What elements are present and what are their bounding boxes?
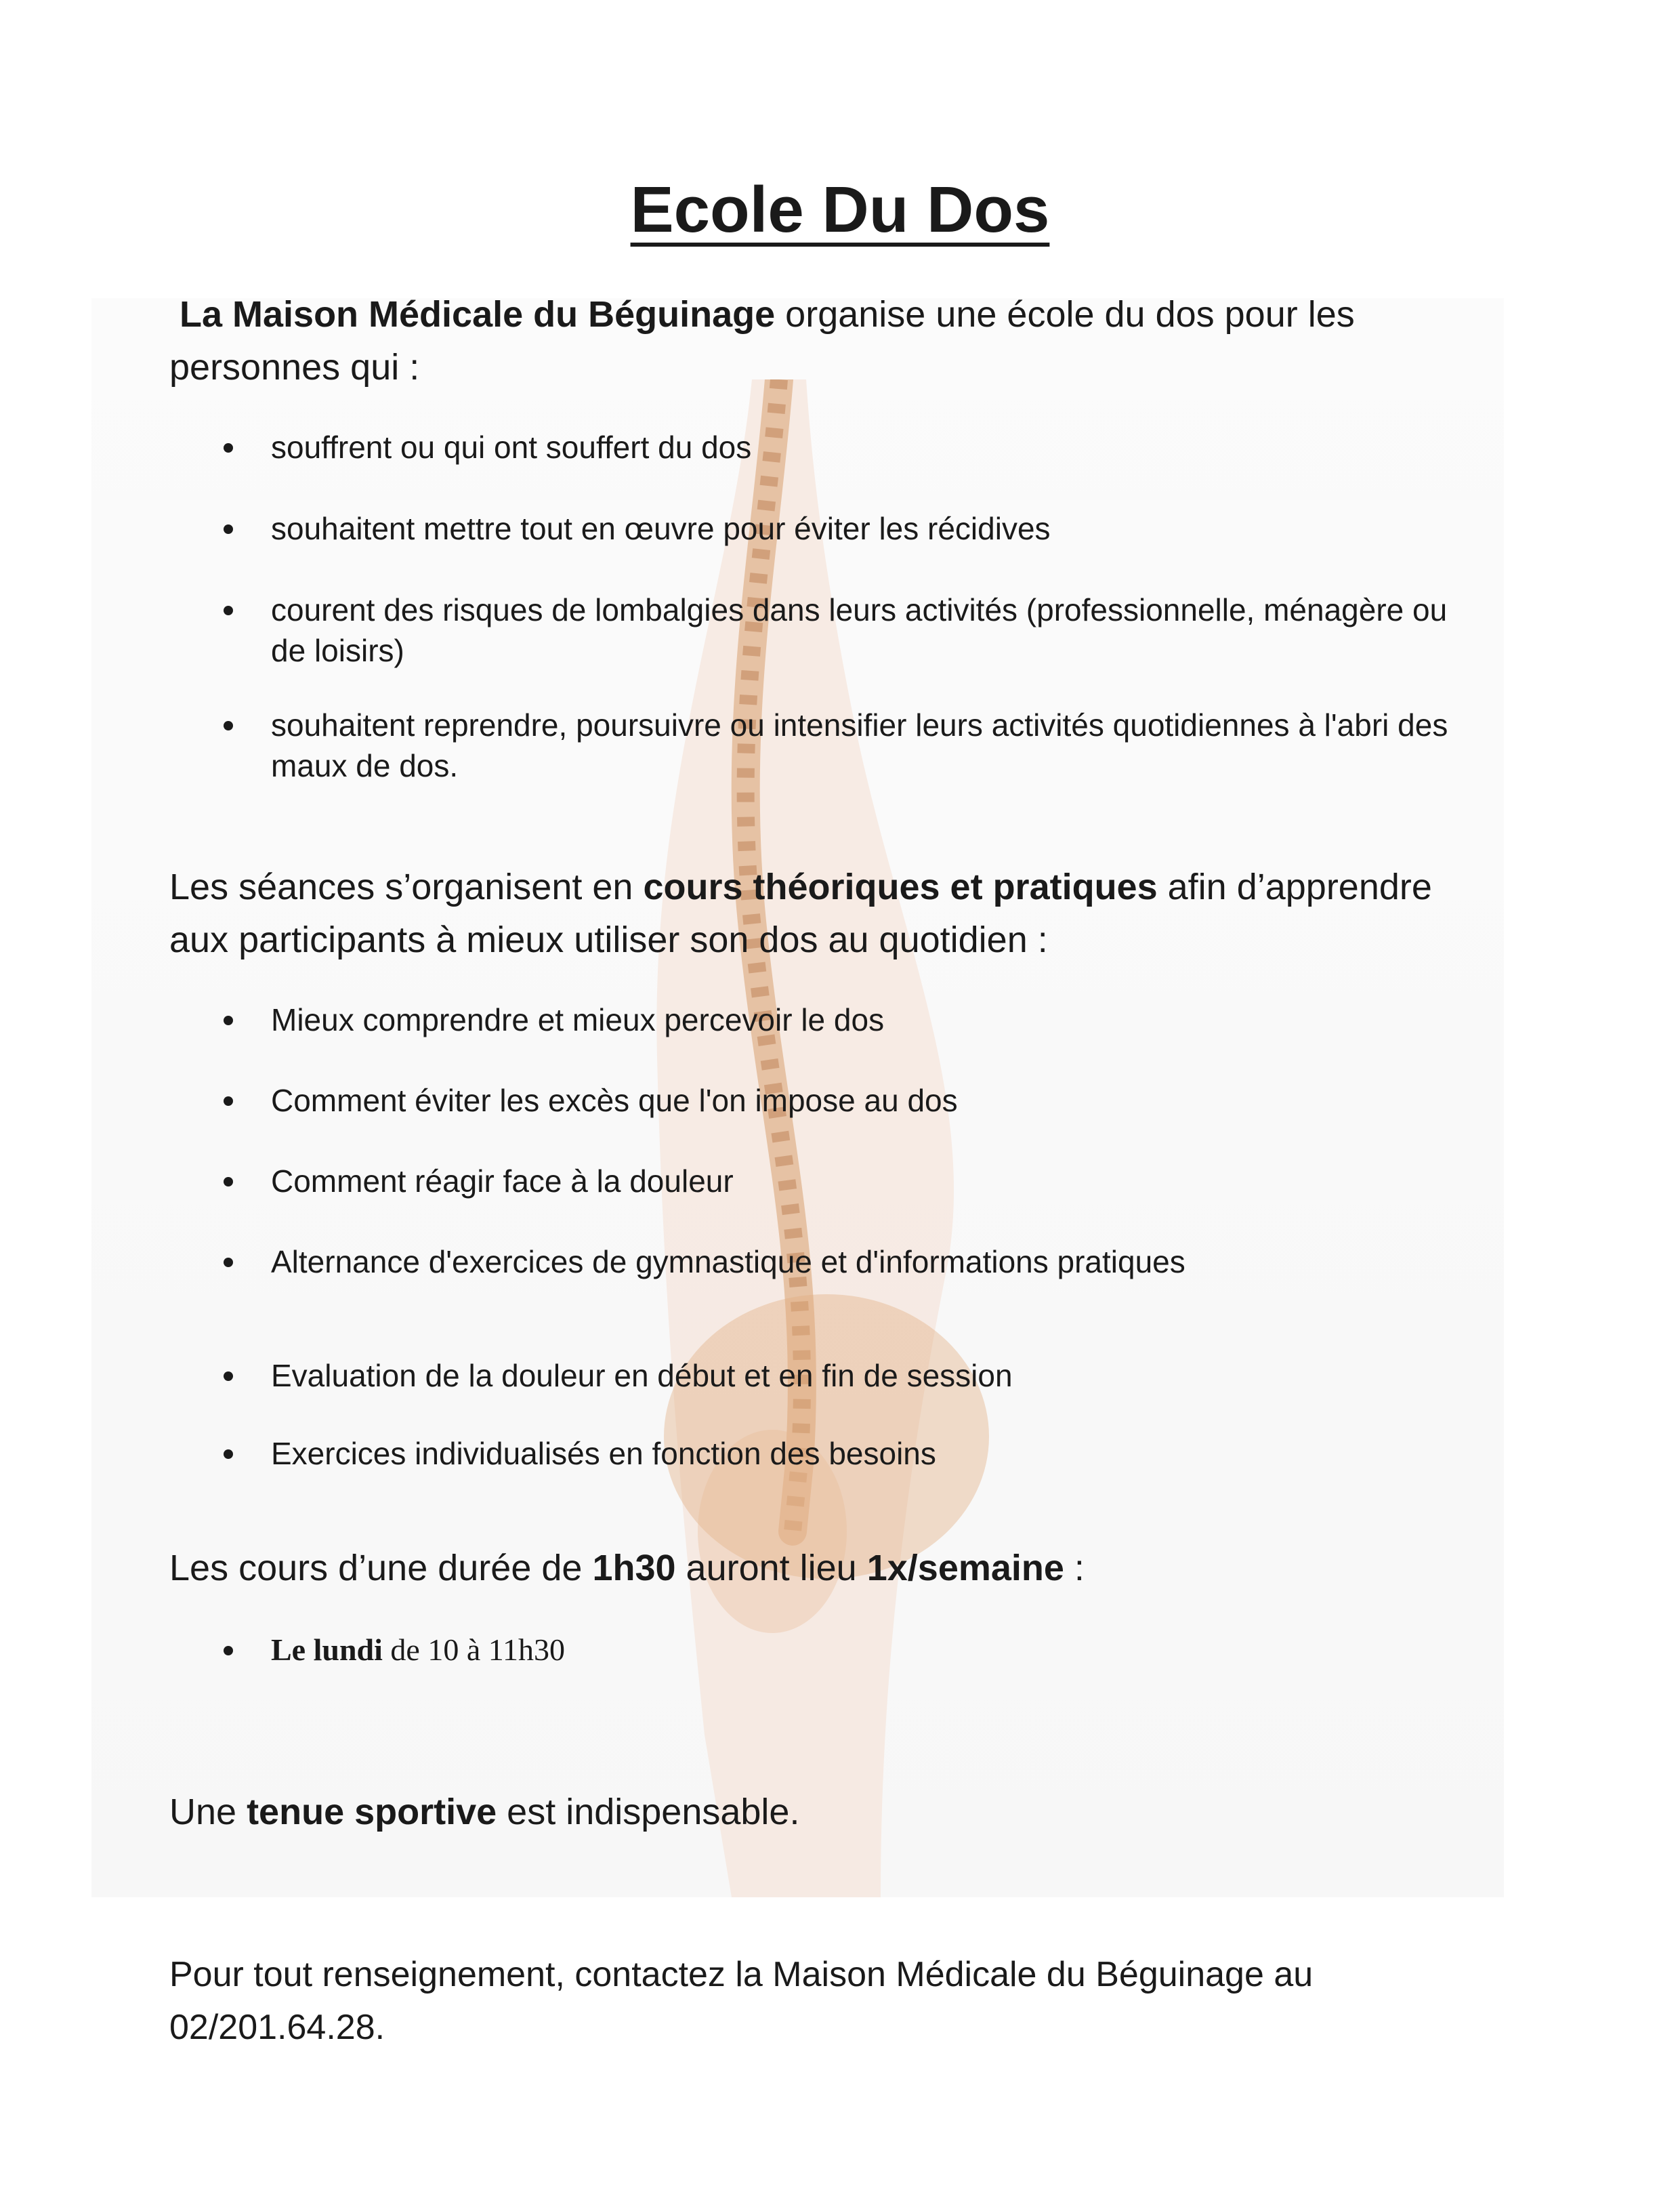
list-item — [271, 1630, 1463, 1670]
list-item: Evaluation de la douleur en début et en fin de session — [271, 1355, 1463, 1396]
schedule-text-middle: auront lieu — [675, 1548, 867, 1588]
seances-text-after: afin d’apprendre aux participants à mieux utiliser son dos au quotidien : — [169, 867, 1432, 960]
seances-text-before: Les séances s’organisent en — [169, 867, 644, 907]
schedule-frequency: 1x/semaine — [866, 1548, 1064, 1588]
page-title: Ecole Du Dos — [630, 173, 1050, 246]
list-item: souhaitent reprendre, poursuivre ou intensifier leurs activités quotidiennes à l'abri des maux de dos. — [271, 705, 1463, 786]
tenue-paragraph — [169, 1786, 1490, 1838]
tenue-bold: tenue sportive — [247, 1792, 497, 1832]
schedule-hours: de 10 à 11h30 — [382, 1632, 566, 1667]
list-item: Mieux comprendre et mieux percevoir le dos — [271, 999, 1463, 1040]
schedule-paragraph — [169, 1542, 1490, 1594]
list-item: Alternance d'exercices de gymnastique et d'informations pratiques — [271, 1241, 1463, 1282]
list-item: souhaitent mettre tout en œuvre pour éviter les récidives — [271, 508, 1463, 549]
list-item: Exercices individualisés en fonction des besoins — [271, 1433, 1463, 1474]
intro-paragraph — [169, 288, 1490, 394]
tenue-text-before: Une — [169, 1792, 247, 1832]
seances-paragraph — [169, 861, 1490, 966]
list-item: Comment réagir face à la douleur — [271, 1161, 1463, 1201]
org-name: La Maison Médicale du Béguinage — [180, 294, 776, 335]
contact-paragraph: Pour tout renseignement, contactez la Maison Médicale du Béguinage au 02/201.64.28. — [169, 1955, 1314, 2047]
schedule-text-after: : — [1064, 1548, 1085, 1588]
schedule-duration: 1h30 — [592, 1548, 676, 1588]
list-item: Comment éviter les excès que l'on impose au dos — [271, 1080, 1463, 1121]
list-item: courent des risques de lombalgies dans leurs activités (professionnelle, ménagère ou de loisirs) — [271, 590, 1463, 671]
seances-bold: cours théoriques et pratiques — [643, 867, 1158, 907]
tenue-text-after: est indispensable. — [497, 1792, 800, 1832]
schedule-day: Le lundi — [271, 1632, 383, 1667]
list-item: souffrent ou qui ont souffert du dos — [271, 427, 1463, 468]
intro-text: organise une école du dos pour les personnes qui : — [169, 294, 1355, 388]
schedule-text-before: Les cours d’une durée de — [169, 1548, 593, 1588]
